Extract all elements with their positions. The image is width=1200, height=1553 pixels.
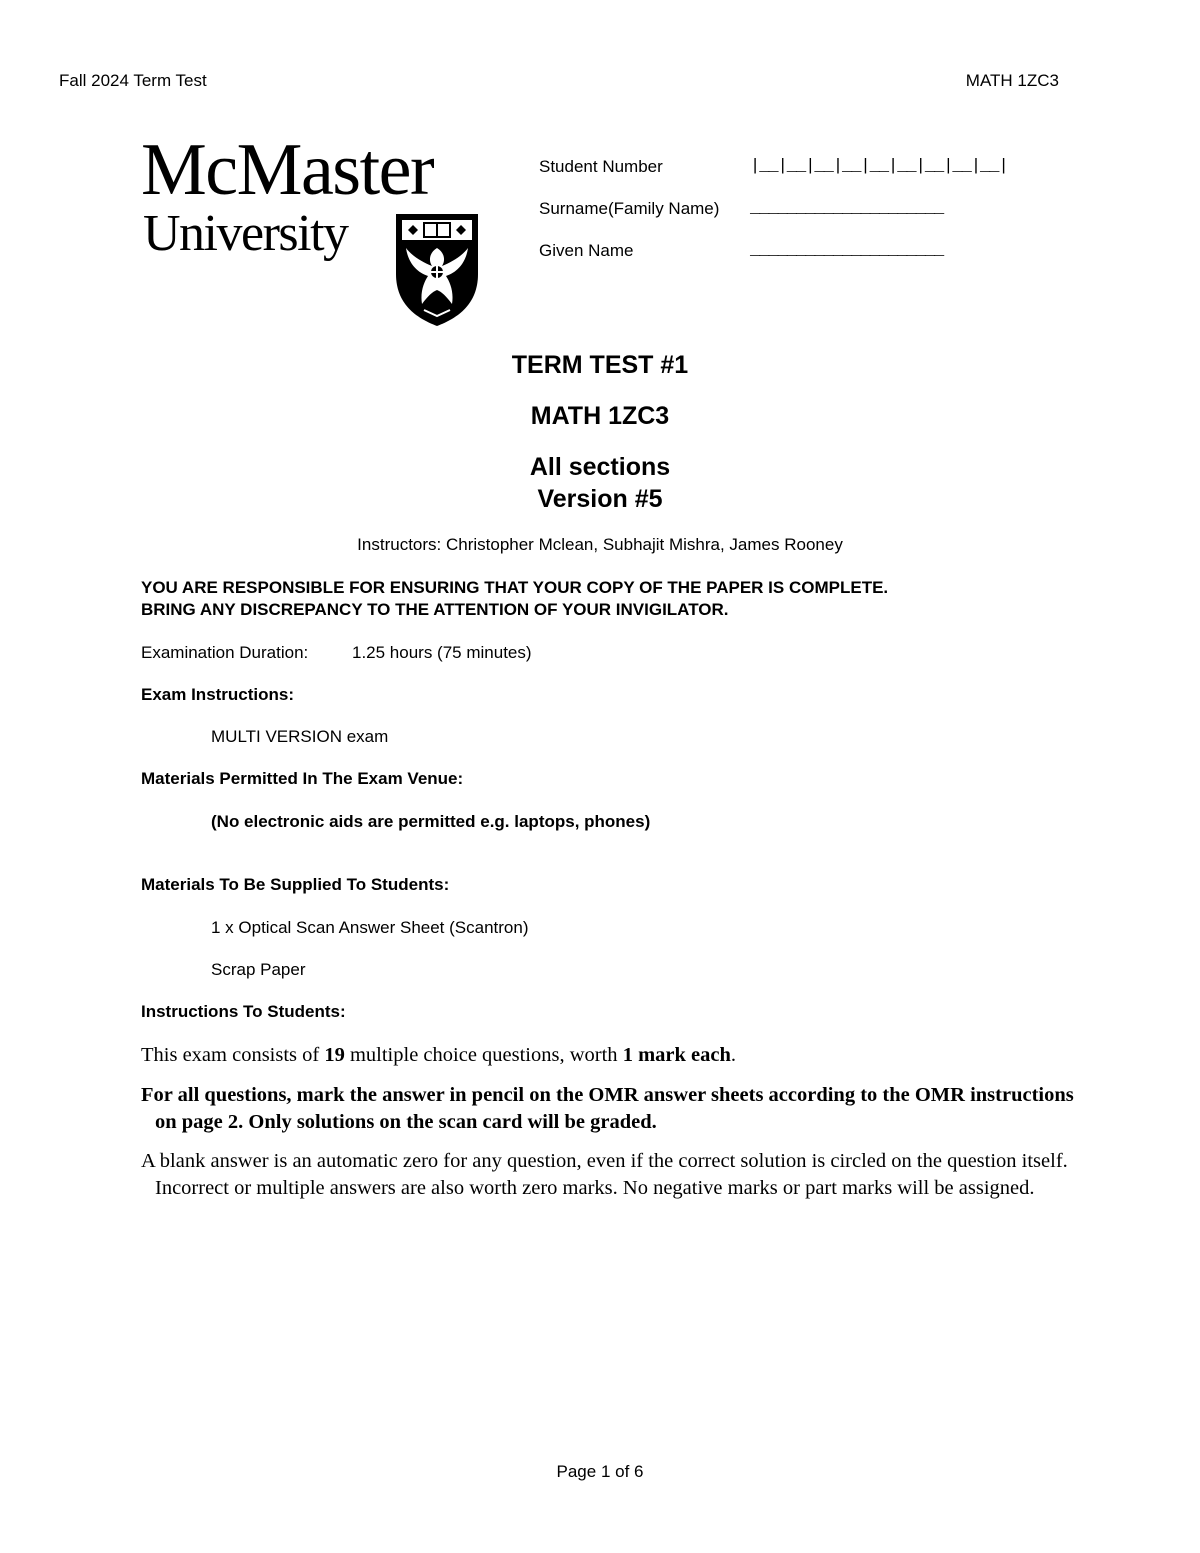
- header-right: MATH 1ZC3: [965, 71, 1059, 90]
- instructions-paragraph-3: A blank answer is an automatic zero for any question, even if the correct solution is circled on the question itself. Incorrect or multiple answers are also worth zero marks. No negative marks or part marks will be assigned.: [141, 1150, 1068, 1199]
- given-name-field[interactable]: _____________________: [750, 241, 944, 260]
- sections-title: All sections: [529, 453, 671, 481]
- text-segment: This exam consists of: [141, 1044, 325, 1066]
- exam-instructions-value: MULTI VERSION exam: [211, 727, 389, 746]
- student-number-field[interactable]: |__|__|__|__|__|__|__|__|__|: [750, 157, 1008, 176]
- student-number-label: Student Number: [539, 157, 663, 176]
- materials-supplied-heading: Materials To Be Supplied To Students:: [141, 875, 450, 894]
- mcmaster-logo: [141, 129, 486, 328]
- exam-instructions-heading: Exam Instructions:: [141, 685, 295, 704]
- test-title: TERM TEST #1: [511, 351, 689, 379]
- page-footer: Page 1 of 6: [556, 1462, 644, 1481]
- surname-field[interactable]: _____________________: [750, 199, 944, 218]
- text-segment: multiple choice questions, worth: [344, 1044, 623, 1066]
- logo-wordmark-mcmaster: McMaster: [141, 129, 434, 211]
- given-name-label: Given Name: [539, 241, 634, 260]
- course-title: MATH 1ZC3: [530, 402, 670, 430]
- crest-icon: [394, 212, 480, 328]
- instructions-paragraph-2: For all questions, mark the answer in pencil on the OMR answer sheets according to the OMR instructions on page 2. Only solutions on the scan card will be graded.: [141, 1084, 1074, 1133]
- responsibility-line-1: YOU ARE RESPONSIBLE FOR ENSURING THAT YOUR COPY OF THE PAPER IS COMPLETE.: [141, 578, 889, 597]
- responsibility-line-2: BRING ANY DISCREPANCY TO THE ATTENTION OF YOUR INVIGILATOR.: [141, 600, 729, 619]
- mark-value: 1 mark each: [622, 1044, 731, 1066]
- instructions-to-students-heading: Instructions To Students:: [141, 1002, 346, 1021]
- duration-value: 1.25 hours (75 minutes): [352, 643, 532, 662]
- surname-label: Surname(Family Name): [539, 199, 720, 218]
- materials-supplied-item: Scrap Paper: [211, 960, 306, 979]
- materials-supplied-item: 1 x Optical Scan Answer Sheet (Scantron): [211, 918, 529, 937]
- instructions-paragraph-1: [141, 1042, 1075, 1069]
- exam-duration: [141, 643, 532, 663]
- materials-permitted-value: (No electronic aids are permitted e.g. laptops, phones): [211, 812, 651, 831]
- materials-permitted-heading: Materials Permitted In The Exam Venue:: [141, 769, 464, 788]
- version-title: Version #5: [537, 485, 663, 513]
- logo-wordmark-university: University: [143, 205, 348, 262]
- question-count: 19: [324, 1044, 345, 1066]
- instructors: Instructors: Christopher Mclean, Subhajit Mishra, James Rooney: [357, 535, 843, 554]
- duration-label: Examination Duration:: [141, 643, 309, 662]
- text-segment: .: [730, 1044, 736, 1066]
- header-left: Fall 2024 Term Test: [59, 71, 207, 90]
